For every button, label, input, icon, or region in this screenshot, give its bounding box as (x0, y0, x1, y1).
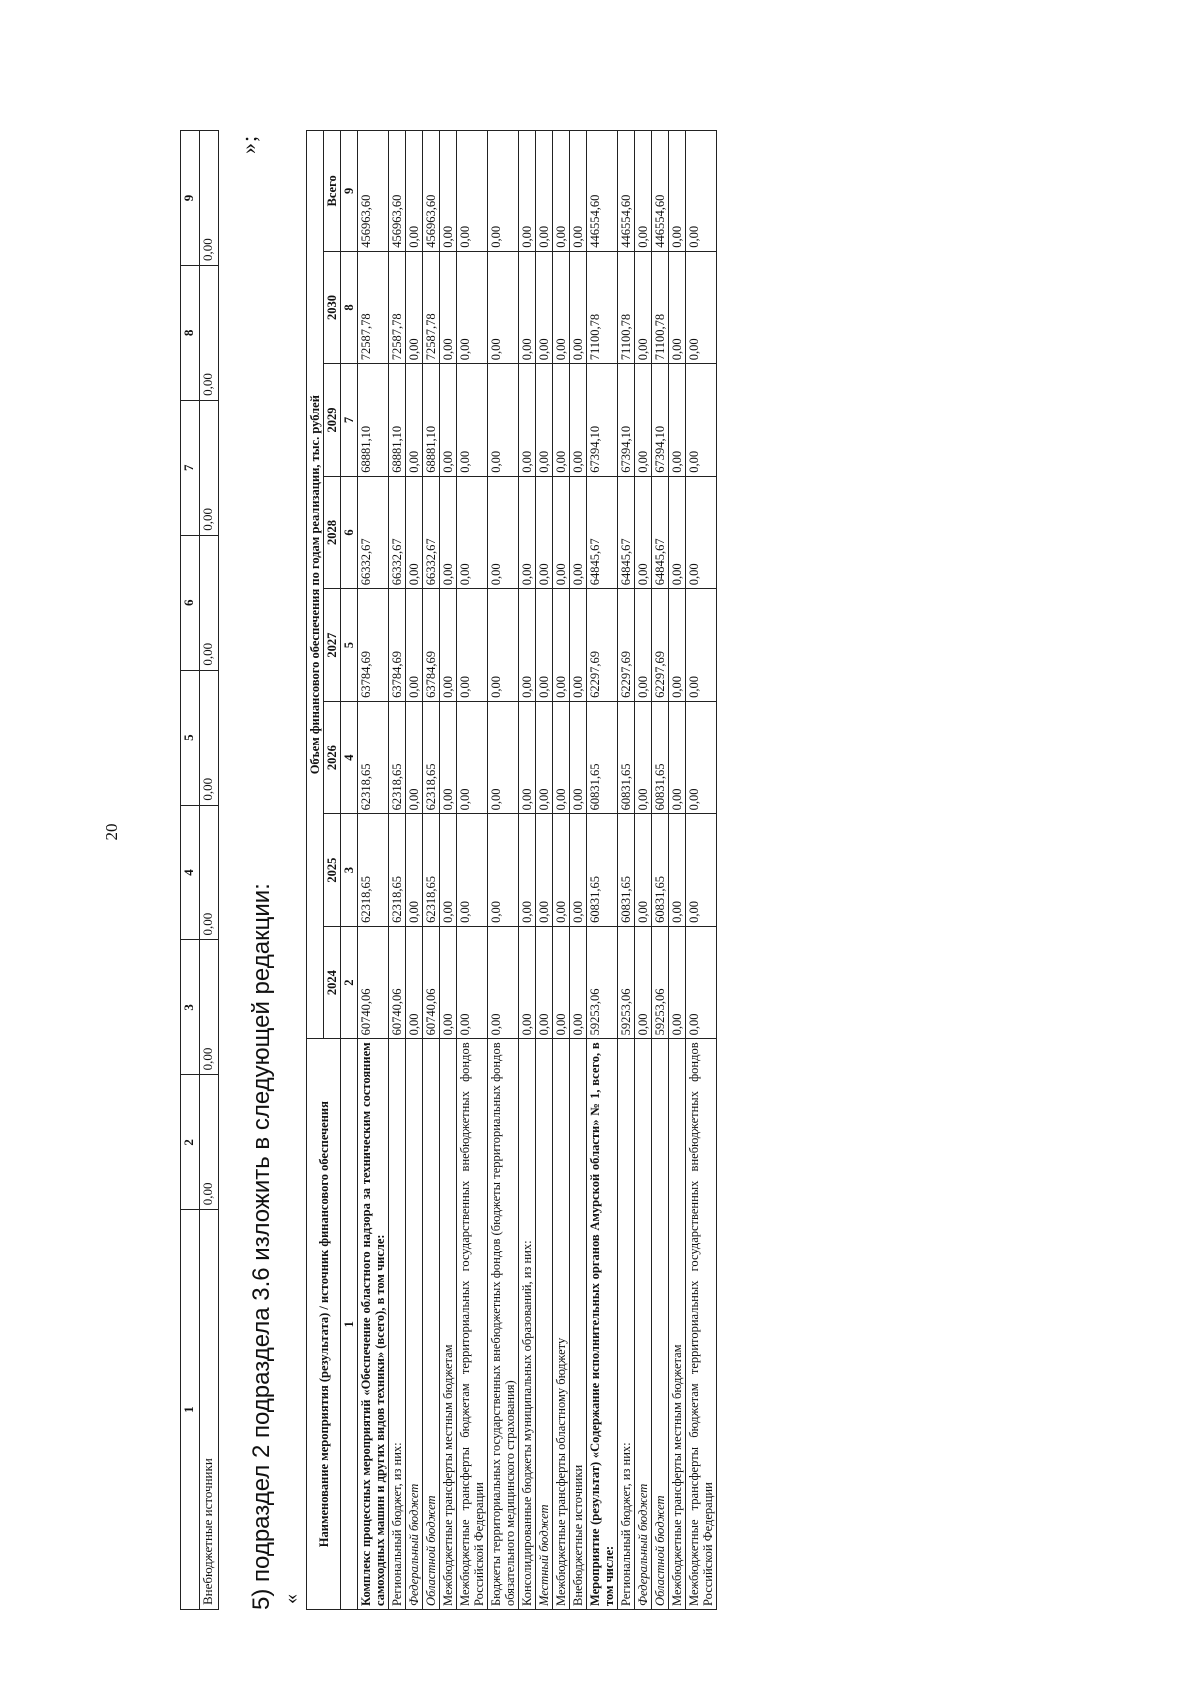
financing-table-body (358, 131, 717, 1610)
value-cell: 0,00 (669, 814, 686, 927)
value-cell: 0,00 (536, 814, 553, 927)
value-cell: 0,00 (406, 476, 423, 589)
value-cell: 0,00 (553, 364, 570, 477)
value-cell: 0,00 (635, 926, 652, 1039)
value-cell: 67394,10 (587, 364, 618, 477)
table-row (686, 131, 717, 1610)
value-cell: 67394,10 (652, 364, 669, 477)
row-name: Местный бюджет (536, 1039, 553, 1610)
top-cell: 0,00 (200, 265, 219, 400)
row-name: Внебюджетные источники (570, 1039, 587, 1610)
value-cell: 0,00 (686, 814, 717, 927)
value-cell: 60831,65 (587, 701, 618, 814)
value-cell: 71100,78 (618, 251, 635, 364)
top-col-8: 8 (181, 265, 200, 400)
value-cell: 0,00 (488, 814, 519, 927)
table-row (669, 131, 686, 1610)
value-cell: 446554,60 (587, 131, 618, 252)
top-cell: 0,00 (200, 940, 219, 1075)
value-cell: 62318,65 (358, 814, 389, 927)
table-row (587, 131, 618, 1610)
top-cell: 0,00 (200, 805, 219, 940)
value-cell: 0,00 (488, 131, 519, 252)
top-col-5: 5 (181, 670, 200, 805)
value-cell: 0,00 (440, 926, 457, 1039)
value-cell: 0,00 (536, 701, 553, 814)
col-number: 9 (341, 131, 358, 252)
row-name: Межбюджетные трансферты бюджетам территориальных государственных внебюджетных фондов Российской Федерации (457, 1039, 488, 1610)
year-header: 2028 (324, 476, 341, 589)
value-cell: 59253,06 (587, 926, 618, 1039)
top-col-3: 3 (181, 940, 200, 1075)
top-col-6: 6 (181, 535, 200, 670)
value-cell: 0,00 (669, 926, 686, 1039)
value-cell: 0,00 (519, 364, 536, 477)
row-name: Консолидированные бюджеты муниципальных образований, из них: (519, 1039, 536, 1610)
year-header: 2027 (324, 589, 341, 702)
row-name: Областной бюджет (652, 1039, 669, 1610)
value-cell: 64845,67 (618, 476, 635, 589)
row-name: Федеральный бюджет (406, 1039, 423, 1610)
value-cell: 62318,65 (423, 814, 440, 927)
value-cell: 60740,06 (358, 926, 389, 1039)
value-cell: 66332,67 (358, 476, 389, 589)
value-cell: 0,00 (553, 926, 570, 1039)
col-number: 8 (341, 251, 358, 364)
value-cell: 62318,65 (389, 701, 406, 814)
value-cell: 0,00 (519, 251, 536, 364)
total-header: Всего (324, 131, 341, 252)
value-cell: 0,00 (553, 589, 570, 702)
top-cell: 0,00 (200, 131, 219, 266)
closing-quote: »; (236, 134, 261, 154)
value-cell: 60831,65 (618, 814, 635, 927)
value-cell: 0,00 (519, 701, 536, 814)
table-row (536, 131, 553, 1610)
table-row (618, 131, 635, 1610)
value-cell: 446554,60 (652, 131, 669, 252)
value-cell: 0,00 (406, 701, 423, 814)
value-cell: 63784,69 (389, 589, 406, 702)
value-cell: 456963,60 (389, 131, 406, 252)
top-table-fragment (180, 130, 219, 1610)
col-number: 3 (341, 814, 358, 927)
value-cell: 0,00 (553, 251, 570, 364)
value-cell: 0,00 (669, 589, 686, 702)
value-cell: 0,00 (406, 131, 423, 252)
value-cell: 0,00 (536, 926, 553, 1039)
value-cell: 0,00 (457, 701, 488, 814)
table-row (389, 131, 406, 1610)
value-cell: 0,00 (440, 589, 457, 702)
value-cell: 0,00 (686, 926, 717, 1039)
table-row (358, 131, 389, 1610)
table-row (553, 131, 570, 1610)
value-cell: 68881,10 (358, 364, 389, 477)
financing-table (306, 130, 717, 1610)
value-cell: 0,00 (669, 364, 686, 477)
top-cell: 0,00 (200, 1075, 219, 1210)
value-cell: 0,00 (570, 476, 587, 589)
top-col-7: 7 (181, 400, 200, 535)
value-cell: 0,00 (553, 701, 570, 814)
top-cell: 0,00 (200, 670, 219, 805)
value-cell: 0,00 (440, 814, 457, 927)
value-cell: 0,00 (570, 251, 587, 364)
value-cell: 0,00 (570, 701, 587, 814)
value-cell: 0,00 (519, 814, 536, 927)
value-cell: 67394,10 (618, 364, 635, 477)
value-cell: 0,00 (457, 131, 488, 252)
value-cell: 0,00 (488, 251, 519, 364)
table-row (570, 131, 587, 1610)
value-cell: 0,00 (686, 476, 717, 589)
value-cell: 60831,65 (587, 814, 618, 927)
top-table-row (200, 131, 219, 1610)
col-number: 1 (341, 1039, 358, 1610)
value-cell: 62318,65 (358, 701, 389, 814)
value-cell: 0,00 (570, 364, 587, 477)
value-cell: 63784,69 (423, 589, 440, 702)
value-cell: 0,00 (406, 589, 423, 702)
top-table-header-row (181, 131, 200, 1610)
table-row (519, 131, 536, 1610)
value-cell: 0,00 (553, 476, 570, 589)
value-cell: 0,00 (669, 131, 686, 252)
value-cell: 0,00 (488, 364, 519, 477)
value-cell: 0,00 (457, 814, 488, 927)
value-cell: 0,00 (669, 251, 686, 364)
value-cell: 62297,69 (652, 589, 669, 702)
value-cell: 0,00 (570, 926, 587, 1039)
value-cell: 0,00 (635, 589, 652, 702)
row-name: Межбюджетные трансферты местным бюджетам (440, 1039, 457, 1610)
row-name: Межбюджетные трансферты местным бюджетам (669, 1039, 686, 1610)
value-cell: 0,00 (519, 589, 536, 702)
col-number: 6 (341, 476, 358, 589)
table-row (406, 131, 423, 1610)
value-cell: 0,00 (669, 701, 686, 814)
value-cell: 64845,67 (587, 476, 618, 589)
year-header: 2026 (324, 701, 341, 814)
value-cell: 0,00 (686, 364, 717, 477)
row-name: Бюджеты территориальных государственных внебюджетных фондов (бюджеты территориальных фондов обязательного медицинского страхования) (488, 1039, 519, 1610)
value-cell: 446554,60 (618, 131, 635, 252)
opening-quote: « (280, 1594, 302, 1604)
value-cell: 72587,78 (389, 251, 406, 364)
value-cell: 0,00 (406, 814, 423, 927)
table-row (423, 131, 440, 1610)
top-cell: 0,00 (200, 535, 219, 670)
value-cell: 0,00 (536, 589, 553, 702)
col-number: 7 (341, 364, 358, 477)
year-header: 2030 (324, 251, 341, 364)
value-cell: 0,00 (519, 131, 536, 252)
value-cell: 0,00 (406, 364, 423, 477)
value-cell: 0,00 (635, 251, 652, 364)
value-cell: 0,00 (406, 251, 423, 364)
top-cell: 0,00 (200, 400, 219, 535)
value-cell: 0,00 (635, 701, 652, 814)
value-cell: 0,00 (553, 131, 570, 252)
value-cell: 0,00 (457, 926, 488, 1039)
value-cell: 0,00 (488, 926, 519, 1039)
value-cell: 60831,65 (652, 701, 669, 814)
value-cell: 60740,06 (389, 926, 406, 1039)
value-cell: 62318,65 (389, 814, 406, 927)
header-row-numbers (341, 131, 358, 1610)
value-cell: 0,00 (457, 589, 488, 702)
top-col-4: 4 (181, 805, 200, 940)
value-cell: 0,00 (635, 814, 652, 927)
table-row (440, 131, 457, 1610)
group-header: Объем финансового обеспечения по годам реализации, тыс. рублей (307, 131, 324, 1039)
row-name: Региональный бюджет, из них: (389, 1039, 406, 1610)
value-cell: 0,00 (488, 589, 519, 702)
value-cell: 0,00 (440, 701, 457, 814)
value-cell: 456963,60 (358, 131, 389, 252)
top-col-1: 1 (181, 1210, 200, 1610)
value-cell: 68881,10 (389, 364, 406, 477)
value-cell: 0,00 (570, 814, 587, 927)
value-cell: 63784,69 (358, 589, 389, 702)
value-cell: 0,00 (570, 589, 587, 702)
value-cell: 0,00 (553, 814, 570, 927)
value-cell: 71100,78 (587, 251, 618, 364)
row-name: Комплекс процессных мероприятий «Обеспечение областного надзора за техническим состоянием самоходных машин и других видов техники» (всего), в том числе: (358, 1039, 389, 1610)
table-row (457, 131, 488, 1610)
value-cell: 0,00 (519, 926, 536, 1039)
col-number: 4 (341, 701, 358, 814)
value-cell: 59253,06 (652, 926, 669, 1039)
value-cell: 0,00 (635, 364, 652, 477)
value-cell: 72587,78 (358, 251, 389, 364)
section-heading: 5) подраздел 2 подраздела 3.6 изложить в следующей редакции: (248, 883, 275, 1610)
value-cell: 0,00 (536, 131, 553, 252)
top-cell: Внебюджетные источники (200, 1210, 219, 1610)
value-cell: 0,00 (686, 131, 717, 252)
value-cell: 60831,65 (618, 701, 635, 814)
value-cell: 0,00 (635, 131, 652, 252)
value-cell: 66332,67 (389, 476, 406, 589)
value-cell: 68881,10 (423, 364, 440, 477)
value-cell: 60740,06 (423, 926, 440, 1039)
value-cell: 0,00 (686, 251, 717, 364)
value-cell: 0,00 (686, 589, 717, 702)
table-row (652, 131, 669, 1610)
value-cell: 0,00 (457, 251, 488, 364)
value-cell: 0,00 (440, 476, 457, 589)
col-number: 5 (341, 589, 358, 702)
value-cell: 456963,60 (423, 131, 440, 252)
value-cell: 62318,65 (423, 701, 440, 814)
row-name: Федеральный бюджет (635, 1039, 652, 1610)
row-name: Мероприятие (результат) «Содержание исполнительных органов Амурской области» № 1, всего, в том числе: (587, 1039, 618, 1610)
value-cell: 0,00 (635, 476, 652, 589)
value-cell: 0,00 (536, 364, 553, 477)
rotated-page-content (180, 110, 1180, 1610)
table-row (488, 131, 519, 1610)
value-cell: 71100,78 (652, 251, 669, 364)
row-name: Региональный бюджет, из них: (618, 1039, 635, 1610)
row-name: Межбюджетные трансферты областному бюджету (553, 1039, 570, 1610)
value-cell: 72587,78 (423, 251, 440, 364)
value-cell: 0,00 (488, 701, 519, 814)
value-cell: 0,00 (457, 364, 488, 477)
value-cell: 59253,06 (618, 926, 635, 1039)
row-name: Областной бюджет (423, 1039, 440, 1610)
col1-header: Наименование мероприятия (результата) / источник финансового обеспечения (307, 1039, 341, 1610)
value-cell: 0,00 (440, 364, 457, 477)
value-cell: 0,00 (457, 476, 488, 589)
value-cell: 0,00 (488, 476, 519, 589)
value-cell: 0,00 (570, 131, 587, 252)
page-number: 20 (102, 823, 121, 841)
row-name: Межбюджетные трансферты бюджетам территориальных государственных внебюджетных фондов Российской Федерации (686, 1039, 717, 1610)
value-cell: 62297,69 (587, 589, 618, 702)
value-cell: 66332,67 (423, 476, 440, 589)
value-cell: 0,00 (536, 476, 553, 589)
value-cell: 0,00 (406, 926, 423, 1039)
value-cell: 62297,69 (618, 589, 635, 702)
value-cell: 60831,65 (652, 814, 669, 927)
header-row-1 (307, 131, 324, 1610)
value-cell: 0,00 (440, 131, 457, 252)
year-header: 2025 (324, 814, 341, 927)
table-row (635, 131, 652, 1610)
top-col-9: 9 (181, 131, 200, 266)
year-header: 2029 (324, 364, 341, 477)
value-cell: 0,00 (440, 251, 457, 364)
value-cell: 0,00 (519, 476, 536, 589)
value-cell: 0,00 (669, 476, 686, 589)
value-cell: 0,00 (536, 251, 553, 364)
value-cell: 64845,67 (652, 476, 669, 589)
year-header: 2024 (324, 926, 341, 1039)
col-number: 2 (341, 926, 358, 1039)
top-col-2: 2 (181, 1075, 200, 1210)
value-cell: 0,00 (686, 701, 717, 814)
